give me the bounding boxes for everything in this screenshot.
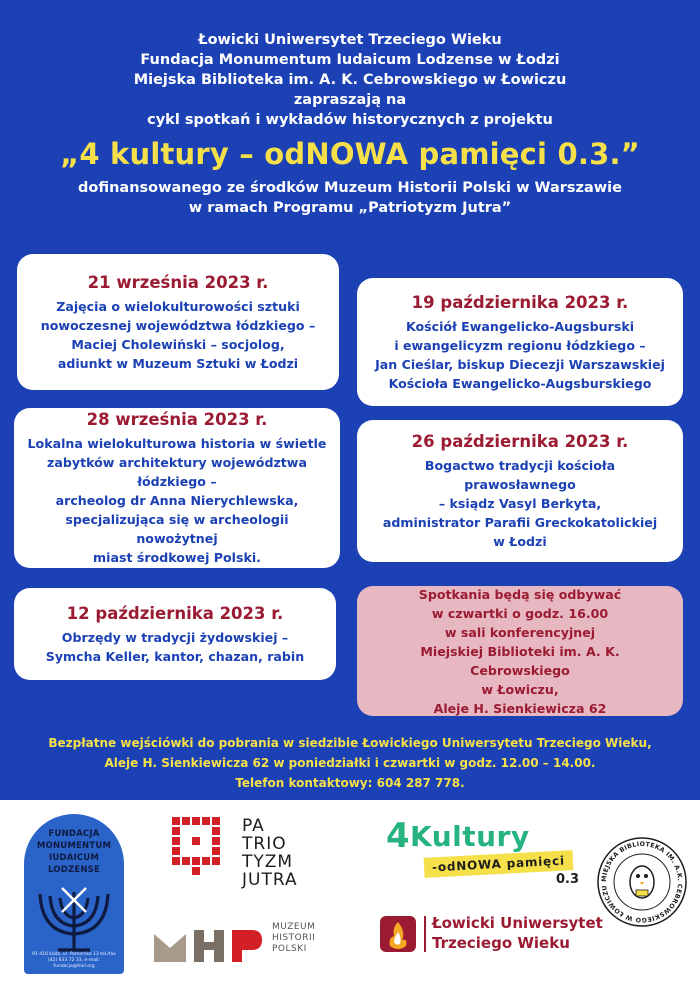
- lutw-divider: [424, 916, 426, 952]
- event-text: łódzkiego –: [137, 474, 217, 489]
- header-line: w ramach Programu „Patriotyzm Jutra”: [188, 200, 512, 216]
- venue-text: w sali konferencyjnej: [444, 624, 596, 640]
- patriotyzm-line: TYZM: [242, 852, 294, 872]
- event-text: archeolog dr Anna Nierychlewska,: [55, 493, 299, 508]
- venue-text: w Łowiczu,: [481, 681, 559, 697]
- kultury-number: 4: [386, 816, 410, 856]
- event-date: 28 września 2023 r.: [86, 410, 268, 429]
- event-text: Kościoła Ewangelicko-Augsburskiego: [388, 375, 652, 391]
- muzeum-line: HISTORII: [272, 933, 316, 943]
- event-text: Jan Cieślar, biskup Diecezji Warszawskiej: [375, 356, 665, 372]
- venue-text: Miejskiej Biblioteki im. A. K. Cebrowskiego: [420, 643, 620, 678]
- patriotyzm-jutra-logo: [172, 815, 322, 895]
- event-card-sep28: [14, 408, 340, 568]
- ticket-info-line: Bezpłatne wejściówki do pobrania w siedzibie Łowickiego Uniwersytetu Trzeciego Wieku,: [48, 736, 652, 750]
- seal-text: MIEJSKA BIBLIOTEKA IM. A.K. CEBROWSKIEGO W ŁOWICZU: [600, 840, 684, 924]
- event-date: 26 października 2023 r.: [411, 432, 629, 451]
- venue-text: w czwartki o godz. 16.00: [431, 605, 609, 621]
- fundacja-name: MONUMENTUM: [36, 841, 112, 851]
- muzeum-text: [272, 922, 315, 955]
- event-card-oct12: [14, 588, 336, 680]
- ticket-info-line: Aleje H. Sienkiewicza 62 w poniedziałki i czwartki w godz. 12.00 – 14.00.: [104, 756, 596, 770]
- flame-icon: [378, 914, 418, 954]
- patriotyzm-mark-icon: [172, 817, 234, 879]
- event-card-oct19: [357, 278, 683, 406]
- fundacja-address: 91-416 Łódź, ul. Pomorska 13 tel./fax (42) 633 72 33, e-mail: fundacja@fmil.org: [32, 952, 116, 969]
- event-text: specjalizująca się w archeologii nowożytnej: [65, 512, 289, 546]
- event-text: miast środkowej Polski.: [93, 550, 261, 565]
- event-card-oct26: [357, 420, 683, 562]
- event-text: nowoczesnej województwa łódzkiego –: [40, 317, 316, 333]
- event-text: i ewangelicyzm regionu łódzkiego –: [394, 337, 646, 353]
- venue-card: [357, 586, 683, 716]
- patriotyzm-line: PA: [242, 816, 265, 836]
- muzeum-historii-polski-logo: [152, 920, 322, 980]
- 4-kultury-logo: [380, 818, 580, 898]
- kultury-name: Kultury: [410, 820, 530, 853]
- event-card-sep21: [17, 254, 339, 390]
- venue-text: Aleje H. Sienkiewicza 62: [433, 700, 607, 716]
- muzeum-line: MUZEUM: [272, 922, 316, 932]
- kultury-band: -odNOWA pamięci: [424, 850, 574, 878]
- ticket-info: [0, 733, 700, 793]
- event-date: 12 października 2023 r.: [66, 603, 284, 623]
- library-seal-icon: [596, 836, 688, 928]
- muzeum-line: POLSKI: [272, 944, 307, 954]
- header-line: zapraszają na: [293, 92, 407, 108]
- fundacja-logo: [24, 814, 124, 974]
- event-text: administrator Parafii Greckokatolickiej: [382, 515, 658, 530]
- fundacja-name: IUDAICUM LODZENSE: [47, 853, 100, 875]
- event-text: Lokalna wielokulturowa historia w świetle: [27, 436, 327, 451]
- mhp-mark-icon: [152, 924, 264, 964]
- event-date: 21 września 2023 r.: [87, 272, 269, 292]
- event-text: Zajęcia o wielokulturowości sztuki: [56, 298, 300, 314]
- ticket-info-line: Telefon kontaktowy: 604 287 778.: [235, 776, 465, 790]
- venue-text: Spotkania będą się odbywać: [418, 586, 622, 602]
- event-text: Symcha Keller, kantor, chazan, rabin: [45, 648, 305, 664]
- event-text: Obrzędy w tradycji żydowskiej –: [61, 629, 289, 645]
- project-title: „4 kultury – odNOWA pamięci 0.3.”: [60, 137, 640, 171]
- kultury-version: 0.3: [556, 872, 580, 887]
- event-text: zabytków architektury województwa: [47, 455, 307, 470]
- lutw-logo: [378, 912, 603, 962]
- event-date: 19 października 2023 r.: [411, 292, 629, 312]
- patriotyzm-text: [242, 817, 298, 889]
- event-text: – ksiądz Vasyl Berkyta,: [438, 496, 602, 511]
- fundacja-name: FUNDACJA: [48, 829, 100, 839]
- header: [0, 30, 700, 218]
- header-line: cykl spotkań i wykładów historycznych z projektu: [147, 112, 553, 128]
- event-text: Maciej Cholewiński – socjolog,: [71, 336, 285, 352]
- patriotyzm-line: TRIO: [242, 834, 287, 854]
- header-line: Fundacja Monumentum Iudaicum Lodzense w Łodzi: [140, 52, 560, 68]
- header-line: dofinansowanego ze środków Muzeum Historii Polski w Warszawie: [78, 180, 622, 196]
- lutw-line1: Łowicki Uniwersytet: [432, 914, 603, 932]
- event-text: w Łodzi: [493, 534, 547, 549]
- menorah-icon: [32, 882, 116, 958]
- event-text: Kościół Ewangelicko-Augsburski: [405, 318, 635, 334]
- event-text: Bogactwo tradycji kościoła prawosławnego: [424, 458, 616, 492]
- patriotyzm-line: JUTRA: [242, 870, 298, 890]
- lutw-line2: Trzeciego Wieku: [432, 934, 570, 952]
- biblioteka-seal-logo: [596, 836, 688, 928]
- header-line: Łowicki Uniwersytet Trzeciego Wieku: [198, 32, 502, 48]
- event-text: adiunkt w Muzeum Sztuki w Łodzi: [57, 355, 299, 371]
- header-line: Miejska Biblioteka im. A. K. Cebrowskiego w Łowiczu: [133, 72, 567, 88]
